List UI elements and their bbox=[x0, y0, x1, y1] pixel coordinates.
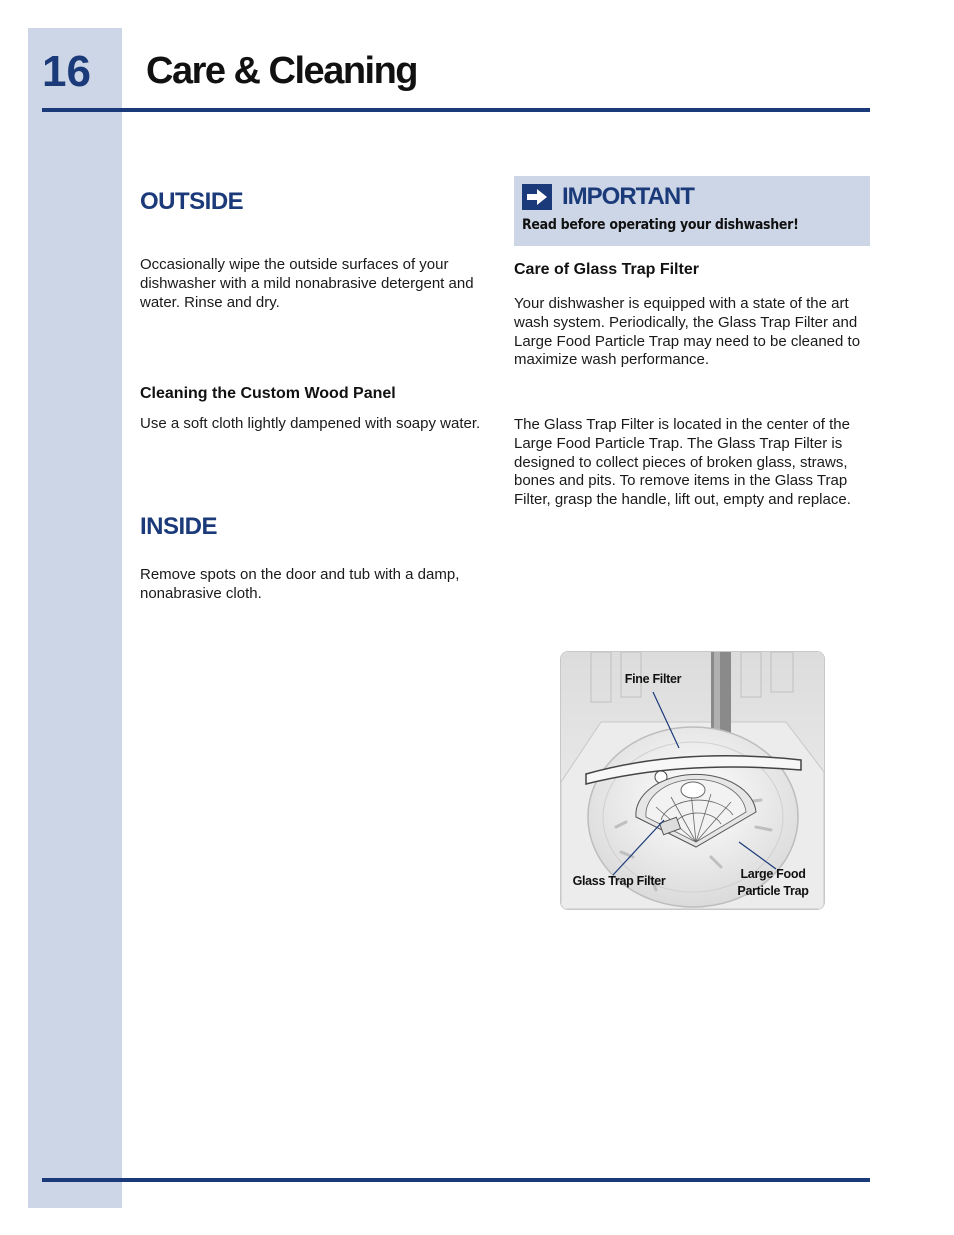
glass-trap-paragraph-1: Your dishwasher is equipped with a state of the art wash system. Periodically, the Glass Trap Filter and Large Food Particle Trap may need to be cleaned to maximize wash performance. bbox=[514, 295, 861, 369]
glass-trap-paragraph-2: The Glass Trap Filter is located in the center of the Large Food Particle Trap. The Glass Trap Filter is designed to collect pieces of broken glass, straws, bones and pits. To remove items in the Glass Trap Filter, grasp the handle, lift out, empty and replace. bbox=[514, 416, 851, 509]
label-large-food-line2: Particle Trap bbox=[737, 884, 809, 898]
inside-paragraph: Remove spots on the door and tub with a damp, nonabrasive cloth. bbox=[140, 566, 460, 602]
footer-divider bbox=[42, 1178, 870, 1182]
important-callout bbox=[514, 176, 870, 246]
left-sidebar-band bbox=[28, 28, 122, 1208]
label-glass-trap-filter: Glass Trap Filter bbox=[572, 874, 666, 888]
outside-paragraph: Occasionally wipe the outside surfaces of your dishwasher with a mild nonabrasive detergent and water. Rinse and dry. bbox=[140, 256, 474, 311]
page-number: 16 bbox=[42, 47, 91, 96]
page-title: Care & Cleaning bbox=[146, 50, 418, 92]
wood-panel-paragraph: Use a soft cloth lightly dampened with soapy water. bbox=[140, 415, 481, 432]
header-divider bbox=[42, 108, 870, 112]
outside-heading: OUTSIDE bbox=[140, 188, 244, 215]
right-arrow-icon bbox=[522, 184, 552, 210]
inside-heading: INSIDE bbox=[140, 513, 218, 540]
label-large-food-line1: Large Food bbox=[740, 867, 806, 881]
filter-illustration bbox=[560, 651, 825, 910]
important-title: IMPORTANT bbox=[562, 183, 694, 210]
label-fine-filter: Fine Filter bbox=[624, 672, 682, 686]
label-large-food-particle-trap bbox=[729, 866, 817, 900]
wood-panel-heading: Cleaning the Custom Wood Panel bbox=[140, 385, 396, 402]
important-subtitle: Read before operating your dishwasher! bbox=[522, 217, 799, 233]
glass-trap-heading: Care of Glass Trap Filter bbox=[514, 261, 699, 278]
